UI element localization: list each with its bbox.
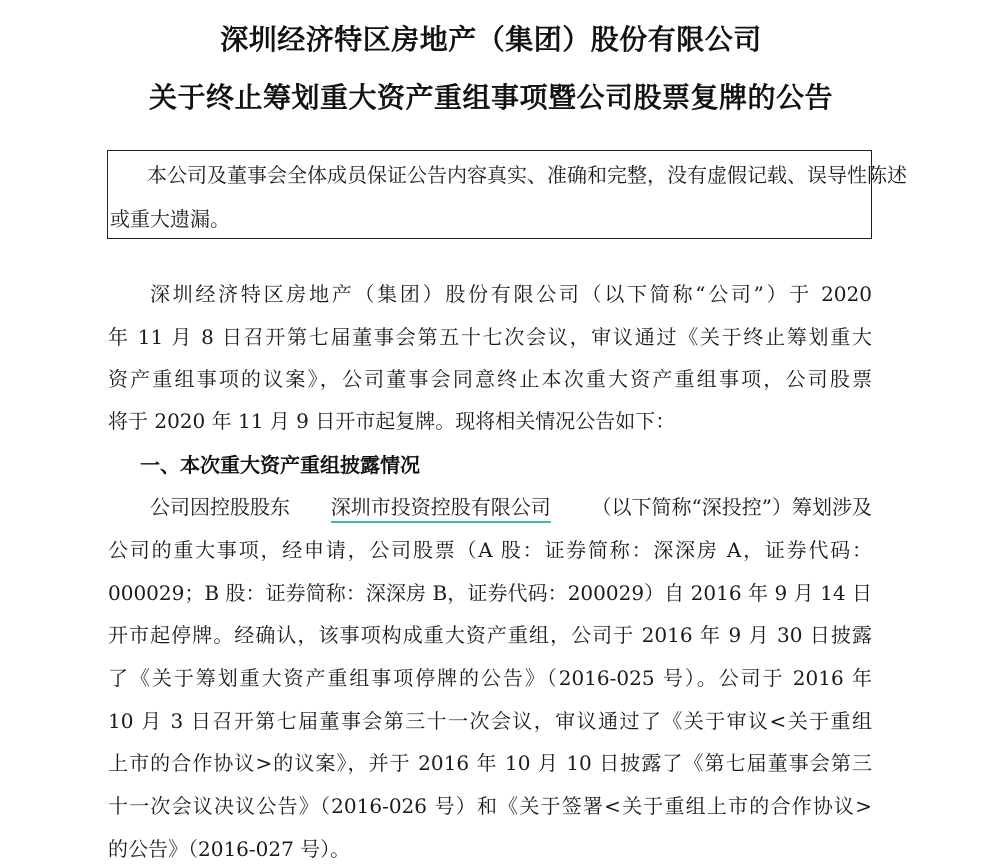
section-1-line-7: 上市的合作协议>的议案》，并于 2016 年 10 月 10 日披露了《第七届董事会第三: [108, 751, 872, 775]
company-title: 深圳经济特区房地产（集团）股份有限公司: [220, 23, 762, 56]
section-1-line-2: 公司的重大事项，经申请，公司股票（A 股：证券简称：深深房 A，证券代码：: [108, 538, 872, 562]
intro-line-3: 资产重组事项的议案》，公司董事会同意终止本次重大资产重组事项，公司股票: [108, 367, 872, 391]
notice-line-1: 本公司及董事会全体成员保证公告内容真实、准确和完整，没有虚假记载、误导性陈述: [147, 163, 907, 187]
section-heading-1: 一、本次重大资产重组披露情况: [140, 453, 420, 477]
section-1-line-1-prefix: 公司因控股股东: [150, 495, 290, 519]
section-1-line-1: [150, 494, 872, 523]
section-1-line-6: 10 月 3 日召开第七届董事会第三十一次会议，审议通过了《关于审议<关于重组: [108, 709, 872, 733]
intro-line-2: 年 11 月 8 日召开第七届董事会第五十七次会议，审议通过《关于终止筹划重大: [108, 325, 872, 349]
announcement-title: 关于终止筹划重大资产重组事项暨公司股票复牌的公告: [148, 81, 833, 114]
section-1-line-1-suffix: （以下简称“深投控”）筹划涉及: [591, 495, 872, 519]
section-1-line-9: 的公告》（2016-027 号）。: [108, 837, 351, 861]
section-1-line-4: 开市起停牌。经确认，该事项构成重大资产重组，公司于 2016 年 9 月 30 日披露: [108, 623, 872, 647]
section-1-line-5: 了《关于筹划重大资产重组事项停牌的公告》（2016-025 号）。公司于 2016 年: [108, 666, 872, 690]
controlling-shareholder-link[interactable]: 深圳市投资控股有限公司: [331, 494, 551, 523]
notice-line-2: 或重大遗漏。: [110, 207, 230, 231]
intro-line-1: 深圳经济特区房地产（集团）股份有限公司（以下简称“公司”）于 2020: [150, 282, 872, 306]
section-1-line-3: 000029；B 股：证券简称：深深房 B，证券代码：200029）自 2016 年 9 月 14 日: [108, 581, 872, 605]
intro-line-4: 将于 2020 年 11 月 9 日开市起复牌。现将相关情况公告如下：: [108, 409, 676, 433]
section-1-line-8: 十一次会议决议公告》（2016-026 号）和《关于签署<关于重组上市的合作协议>: [108, 794, 872, 818]
